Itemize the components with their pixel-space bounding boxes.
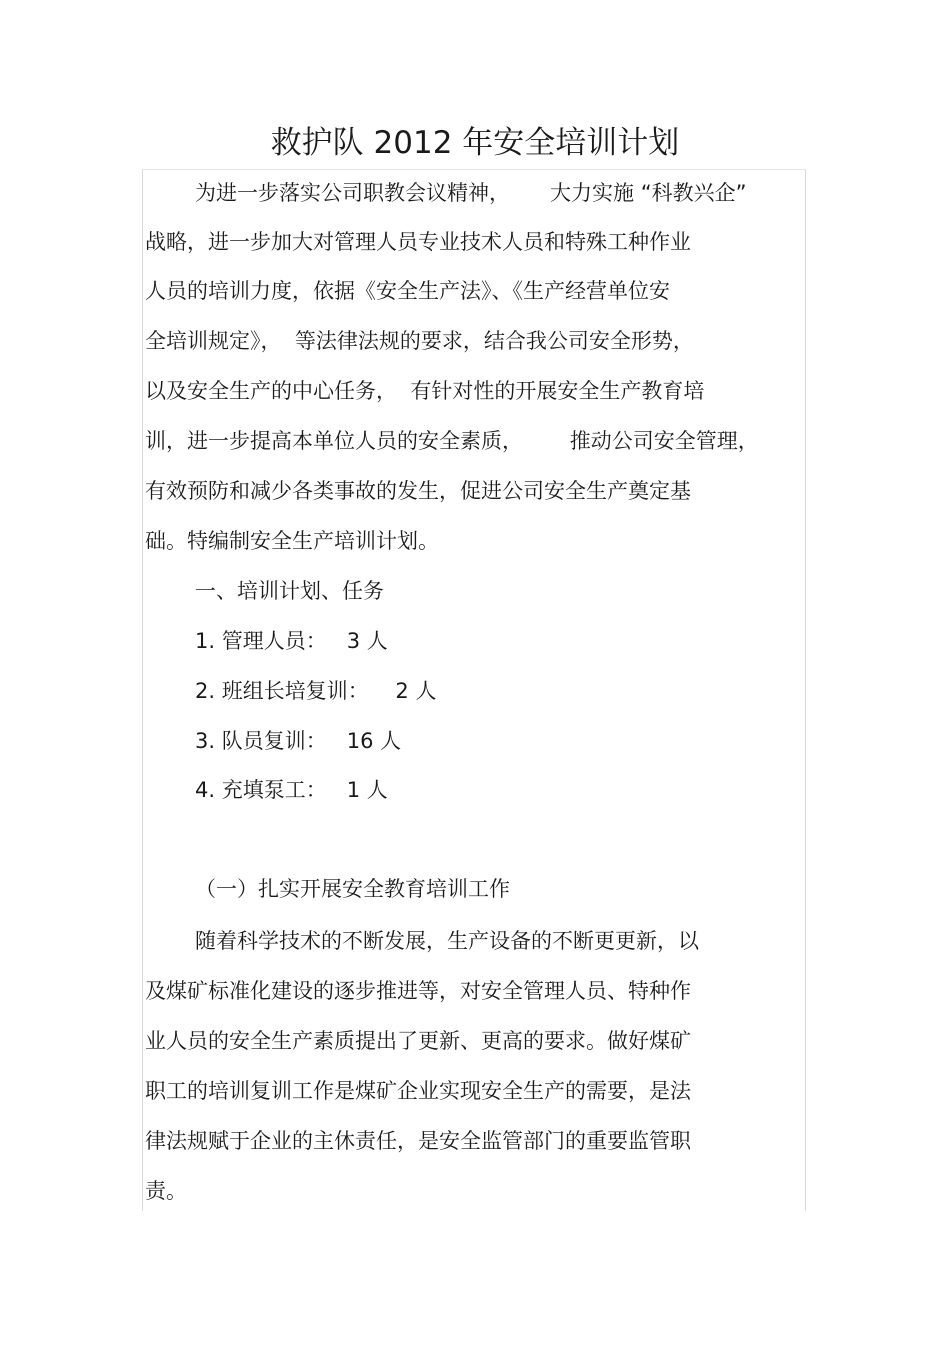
intro-line-3: 人员的培训力度，依据《安全生产法》、《生产经营单位安 xyxy=(145,279,670,303)
plan-item-team-leaders: 2. 班组长培复训： 2 人 xyxy=(195,679,437,703)
subsection-line-3: 业人员的安全生产素质提出了更新、更高的要求。做好煤矿 xyxy=(145,1029,691,1053)
intro-line-7: 有效预防和减少各类事故的发生，促进公司安全生产奠定基 xyxy=(145,479,691,503)
intro-line-2: 战略，进一步加大对管理人员专业技术人员和特殊工种作业 xyxy=(145,230,691,254)
subsection-line-5: 律法规赋于企业的主休责任，是安全监管部门的重要监管职 xyxy=(145,1129,691,1153)
document-title: 救护队 2012 年安全培训计划 xyxy=(270,125,680,161)
intro-line-8: 础。特编制安全生产培训计划。 xyxy=(145,529,439,553)
subsection-line-6: 责。 xyxy=(145,1179,187,1203)
plan-item-team-members: 3. 队员复训： 16 人 xyxy=(195,729,402,753)
subsection-line-1: 随着科学技术的不断发展，生产设备的不断更更新，以 xyxy=(195,929,699,953)
intro-line-1: 为进一步落实公司职教会议精神， 大力实施 “科教兴企” xyxy=(195,181,747,205)
subsection-line-4: 职工的培训复训工作是煤矿企业实现安全生产的需要，是法 xyxy=(145,1079,691,1103)
intro-line-5: 以及安全生产的中心任务， 有针对性的开展安全生产教育培 xyxy=(145,379,705,403)
intro-line-4: 全培训规定》， 等法律法规的要求，结合我公司安全形势， xyxy=(145,329,694,353)
section-heading-training-plan: 一、培训计划、任务 xyxy=(195,579,384,603)
subsection-line-2: 及煤矿标准化建设的逐步推进等，对安全管理人员、特种作 xyxy=(145,979,691,1003)
plan-item-pump-workers: 4. 充填泵工： 1 人 xyxy=(195,778,388,802)
intro-line-6: 训，进一步提高本单位人员的安全素质， 推动公司安全管理， xyxy=(145,429,759,453)
plan-item-managers: 1. 管理人员： 3 人 xyxy=(195,629,388,653)
subsection-heading-safety-education: （一）扎实开展安全教育培训工作 xyxy=(195,877,510,901)
